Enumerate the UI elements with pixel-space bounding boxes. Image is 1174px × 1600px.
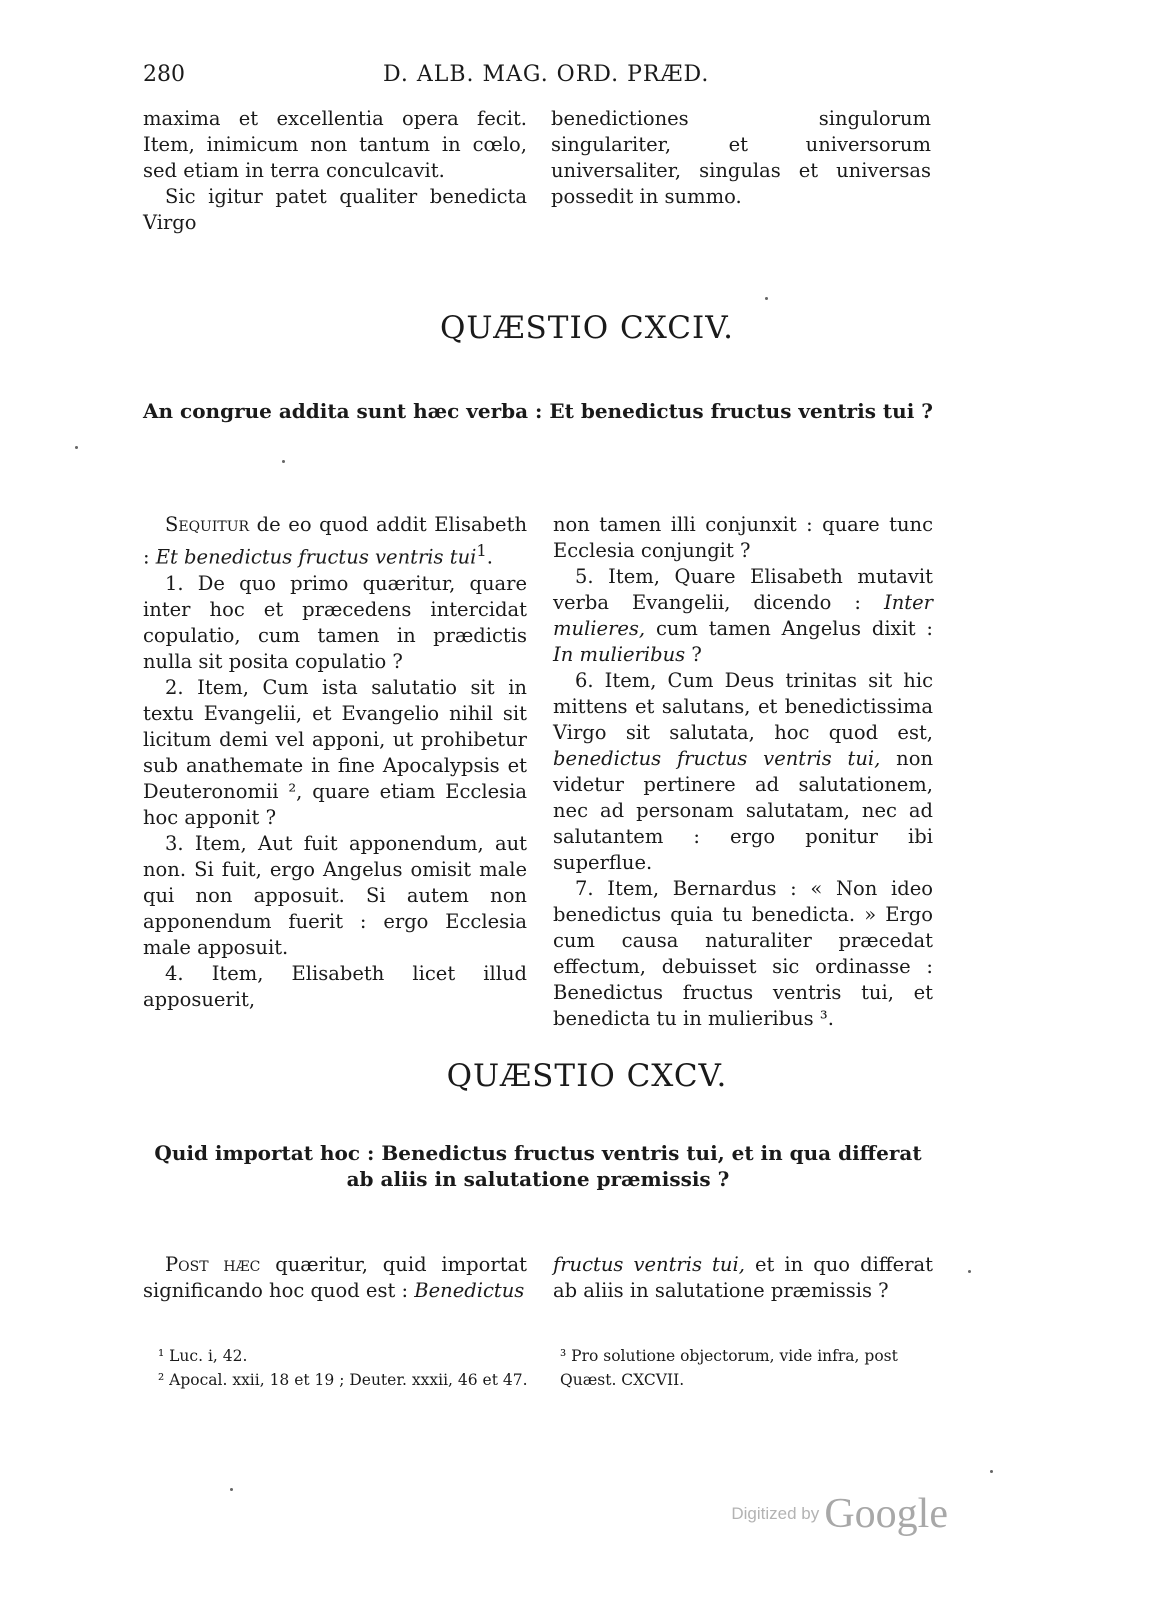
q195-right-italic: fructus ventris tui, bbox=[553, 1253, 745, 1276]
q194-p5-text-a: 5. Item, Quare Elisabeth mutavit verba Evangelii, dicendo : bbox=[553, 565, 933, 614]
q194-intro-smallcaps: Sequitur bbox=[165, 513, 250, 536]
top-left-column bbox=[143, 106, 527, 236]
footnote-ref-1: 1 bbox=[476, 541, 487, 560]
q195-smallcaps: Post hæc bbox=[165, 1253, 261, 1276]
q194-intro-italic: Et benedictus fructus ventris tui bbox=[155, 545, 477, 569]
question-194-title: QUÆSTIO CXCIV. bbox=[439, 310, 735, 346]
q194-para-6 bbox=[553, 668, 933, 876]
q194-intro-text: de eo quod addit Elisabeth : bbox=[143, 513, 527, 569]
footnote-1: ¹ Luc. i, 42. bbox=[158, 1347, 248, 1365]
q194-p6-text-b: non videtur pertinere ad salutationem, nec ad personam salutatam, nec ad salutantem : ergo ponitur ibi superflue. bbox=[553, 747, 934, 874]
scan-speck bbox=[765, 297, 768, 300]
footnotes-right bbox=[560, 1344, 940, 1392]
question-194-subtitle: An congrue addita sunt hæc verba : Et benedictus fructus ventris tui ? bbox=[143, 399, 933, 423]
top-right-para-1: benedictiones singulorum singulariter, et universorum universaliter, singulas et universas possedit in summo. bbox=[551, 107, 931, 208]
q195-para bbox=[143, 1252, 527, 1304]
question-195-subtitle: Quid importat hoc : Benedictus fructus ventris tui, et in qua differat ab aliis in salutatione præmissis ? bbox=[154, 1141, 922, 1191]
q194-p5-text-c: ? bbox=[685, 643, 702, 666]
top-left-para-1: maxima et excellentia opera fecit. Item, inimicum non tantum in cœlo, sed etiam in terra conculcavit. bbox=[143, 107, 527, 182]
running-title: D. ALB. MAG. ORD. PRÆD. bbox=[383, 62, 710, 87]
q194-p6-text-a: 6. Item, Cum Deus trinitas sit hic mittens et salutans, et benedictissima Virgo sit salutata, hoc quod est, bbox=[553, 669, 933, 744]
q194-para-2: 2. Item, Cum ista salutatio sit in textu Evangelii, et Evangelio nihil sit licitum demi vel apponi, ut prohibetur sub anathemate in fine Apocalypsis et Deuteronomii ², quare etiam Ecclesia hoc apponit ? bbox=[143, 675, 527, 829]
q194-para-3: 3. Item, Aut fuit apponendum, aut non. Si fuit, ergo Angelus omisit male qui non apposuit. Si autem non apponendum fuerit : ergo Ecclesia male apposuit. bbox=[143, 831, 527, 959]
scan-speck bbox=[230, 1488, 233, 1491]
scan-speck bbox=[282, 460, 285, 463]
q194-right-column bbox=[553, 512, 933, 1032]
page-header bbox=[143, 62, 943, 96]
q194-left-column bbox=[143, 512, 527, 1013]
q195-right-column bbox=[553, 1252, 933, 1304]
footnotes-left bbox=[158, 1344, 538, 1392]
q194-para-4: 4. Item, Elisabeth licet illud apposuerit, bbox=[143, 961, 527, 1011]
scan-speck bbox=[968, 1270, 971, 1273]
q194-para-7: 7. Item, Bernardus : « Non ideo benedictus quia tu benedicta. » Ergo cum causa naturaliter præcedat effectum, debuisset sic ordinasse : Benedictus fructus ventris tui, et benedicta tu in mulieribus ³. bbox=[553, 877, 933, 1030]
q194-p5-text-b: cum tamen Angelus dixit : bbox=[645, 617, 933, 640]
q195-italic: Benedictus bbox=[414, 1279, 525, 1302]
page-number: 280 bbox=[143, 62, 185, 87]
top-left-para-2: Sic igitur patet qualiter benedicta Virgo bbox=[143, 185, 527, 234]
q195-text: quæritur, quid importat significando hoc quod est : bbox=[143, 1253, 527, 1302]
scan-speck bbox=[75, 446, 78, 449]
footnote-3: ³ Pro solutione objectorum, vide infra, post Quæst. CXCVII. bbox=[560, 1347, 898, 1389]
q195-right-text: et in quo differat ab aliis in salutatione præmissis ? bbox=[553, 1253, 933, 1302]
q194-p5-italic-1: Inter mulieres, bbox=[553, 591, 933, 640]
q194-para-5 bbox=[553, 564, 933, 668]
q195-left-column bbox=[143, 1252, 527, 1304]
top-right-column bbox=[551, 106, 931, 210]
q195-para-cont bbox=[553, 1252, 933, 1304]
scan-speck bbox=[990, 1470, 993, 1473]
q194-p6-italic: benedictus fructus ventris tui, bbox=[553, 747, 881, 770]
q194-intro: Sequitur de eo quod addit Elisabeth : Et benedictus fructus ventris tui$^1$. bbox=[143, 513, 527, 569]
question-195-title: QUÆSTIO CXCV. bbox=[446, 1058, 728, 1094]
q194-p5-italic-2: In mulieribus bbox=[553, 643, 686, 666]
q194-para-4-cont: non tamen illi conjunxit : quare tunc Ecclesia conjungit ? bbox=[553, 513, 933, 562]
digitized-by-label: Digitized by bbox=[731, 1504, 820, 1523]
google-watermark bbox=[731, 1490, 948, 1538]
footnote-2: ² Apocal. xxii, 18 et 19 ; Deuter. xxxii, 46 et 47. bbox=[158, 1371, 528, 1389]
q194-para-1: 1. De quo primo quæritur, quare inter hoc et præcedens intercidat copulatio, cum tamen in prædictis nulla sit posita copulatio ? bbox=[143, 571, 527, 673]
google-logo: Google bbox=[824, 1491, 948, 1537]
